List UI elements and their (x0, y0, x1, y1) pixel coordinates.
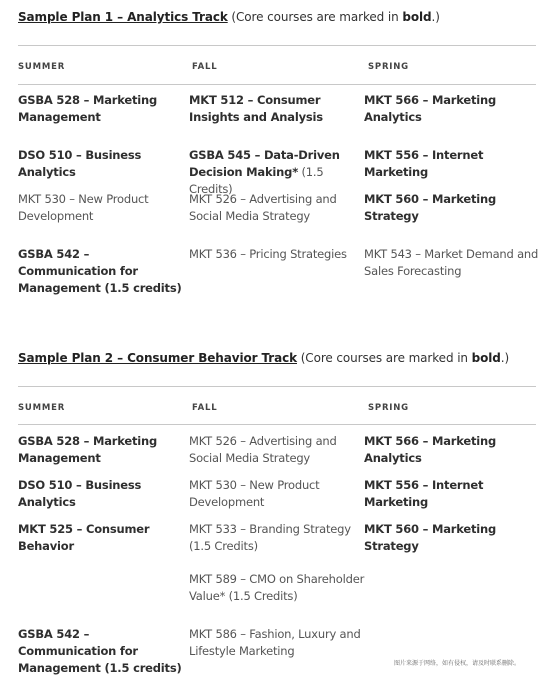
plan-2-top-rule (18, 386, 536, 387)
plan-2-note-suffix: .) (500, 351, 510, 365)
plan-2-cell: MKT 566 – Marketing Analytics (364, 434, 497, 465)
plan-1-cell: MKT 566 – Marketing Analytics (364, 93, 497, 124)
plan-2-title: Sample Plan 2 – Consumer Behavior Track (18, 351, 297, 365)
plan-2-header-summer: SUMMER (18, 403, 66, 413)
plan-1-cell: MKT 560 – Marketing Strategy (364, 192, 497, 223)
plan-2-heading (18, 351, 509, 365)
plan-1-cell: GSBA 528 – Marketing Management (18, 93, 158, 124)
plan-2-note-prefix: (Core courses are marked in (297, 351, 472, 365)
plan-1-section (18, 0, 539, 300)
plan-1-header-summer: SUMMER (18, 62, 66, 72)
plan-1-cell: DSO 510 – Business Analytics (18, 148, 142, 179)
plan-2-cell: MKT 526 – Advertising and Social Media Strategy (189, 434, 337, 465)
plan-1-header-spring: SPRING (368, 62, 409, 72)
plan-2-cell: MKT 533 – Branding Strategy (1.5 Credits) (189, 522, 351, 553)
plan-2-cell: GSBA 528 – Marketing Management (18, 434, 158, 465)
plan-2-header-fall: FALL (192, 403, 218, 413)
plan-1-cell: MKT 543 – Market Demand and Sales Forecasting (364, 247, 539, 278)
plan-1-note-suffix: .) (431, 10, 440, 24)
plan-2-note-bold: bold (471, 351, 501, 365)
plan-1-note-prefix: (Core courses are marked in (227, 10, 403, 24)
plan-2-cell: MKT 589 – CMO on Shareholder Value* (1.5 Credits) (189, 572, 365, 603)
plan-2-cell: MKT 556 – Internet Marketing (364, 478, 484, 509)
plan-2-section (18, 340, 536, 675)
plan-1-cell: GSBA 542 – Communication for Management (1.5 credits) (18, 247, 182, 295)
plan-1-cell: MKT 512 – Consumer Insights and Analysis (189, 93, 323, 124)
plan-1-cell: MKT 536 – Pricing Strategies (189, 247, 347, 261)
plan-1-top-rule (18, 45, 536, 46)
plan-1-cell: MKT 556 – Internet Marketing (364, 148, 484, 179)
plan-2-cell: MKT 586 – Fashion, Luxury and Lifestyle Marketing (189, 627, 361, 658)
plan-1-note-bold: bold (402, 10, 432, 24)
plan-2-cell: MKT 530 – New Product Development (189, 478, 320, 509)
plan-1-cell-bold-part: GSBA 545 – Data-Driven Decision Making* (189, 148, 340, 179)
plan-2-cell: DSO 510 – Business Analytics (18, 478, 142, 509)
plan-2-cell: MKT 525 – Consumer Behavior (18, 522, 150, 553)
plan-1-cell: MKT 526 – Advertising and Social Media Strategy (189, 192, 337, 223)
plan-1-header-fall: FALL (192, 62, 218, 72)
plan-2-header-spring: SPRING (368, 403, 409, 413)
plan-1-cell: MKT 530 – New Product Development (18, 192, 149, 223)
plan-1-header-rule (18, 84, 536, 85)
plan-2-cell: MKT 560 – Marketing Strategy (364, 522, 497, 553)
plan-2-header-rule (18, 424, 536, 425)
plan-1-title: Sample Plan 1 – Analytics Track (18, 10, 228, 24)
plan-2-cell: GSBA 542 – Communication for Management (1.5 credits) (18, 627, 182, 675)
watermark-text: 图片来源于网络，如有侵权，请及时联系删除。 (393, 660, 520, 667)
plan-1-cell-rest-part: (1.5 Credits) (189, 165, 324, 196)
plan-1-heading (18, 10, 440, 24)
